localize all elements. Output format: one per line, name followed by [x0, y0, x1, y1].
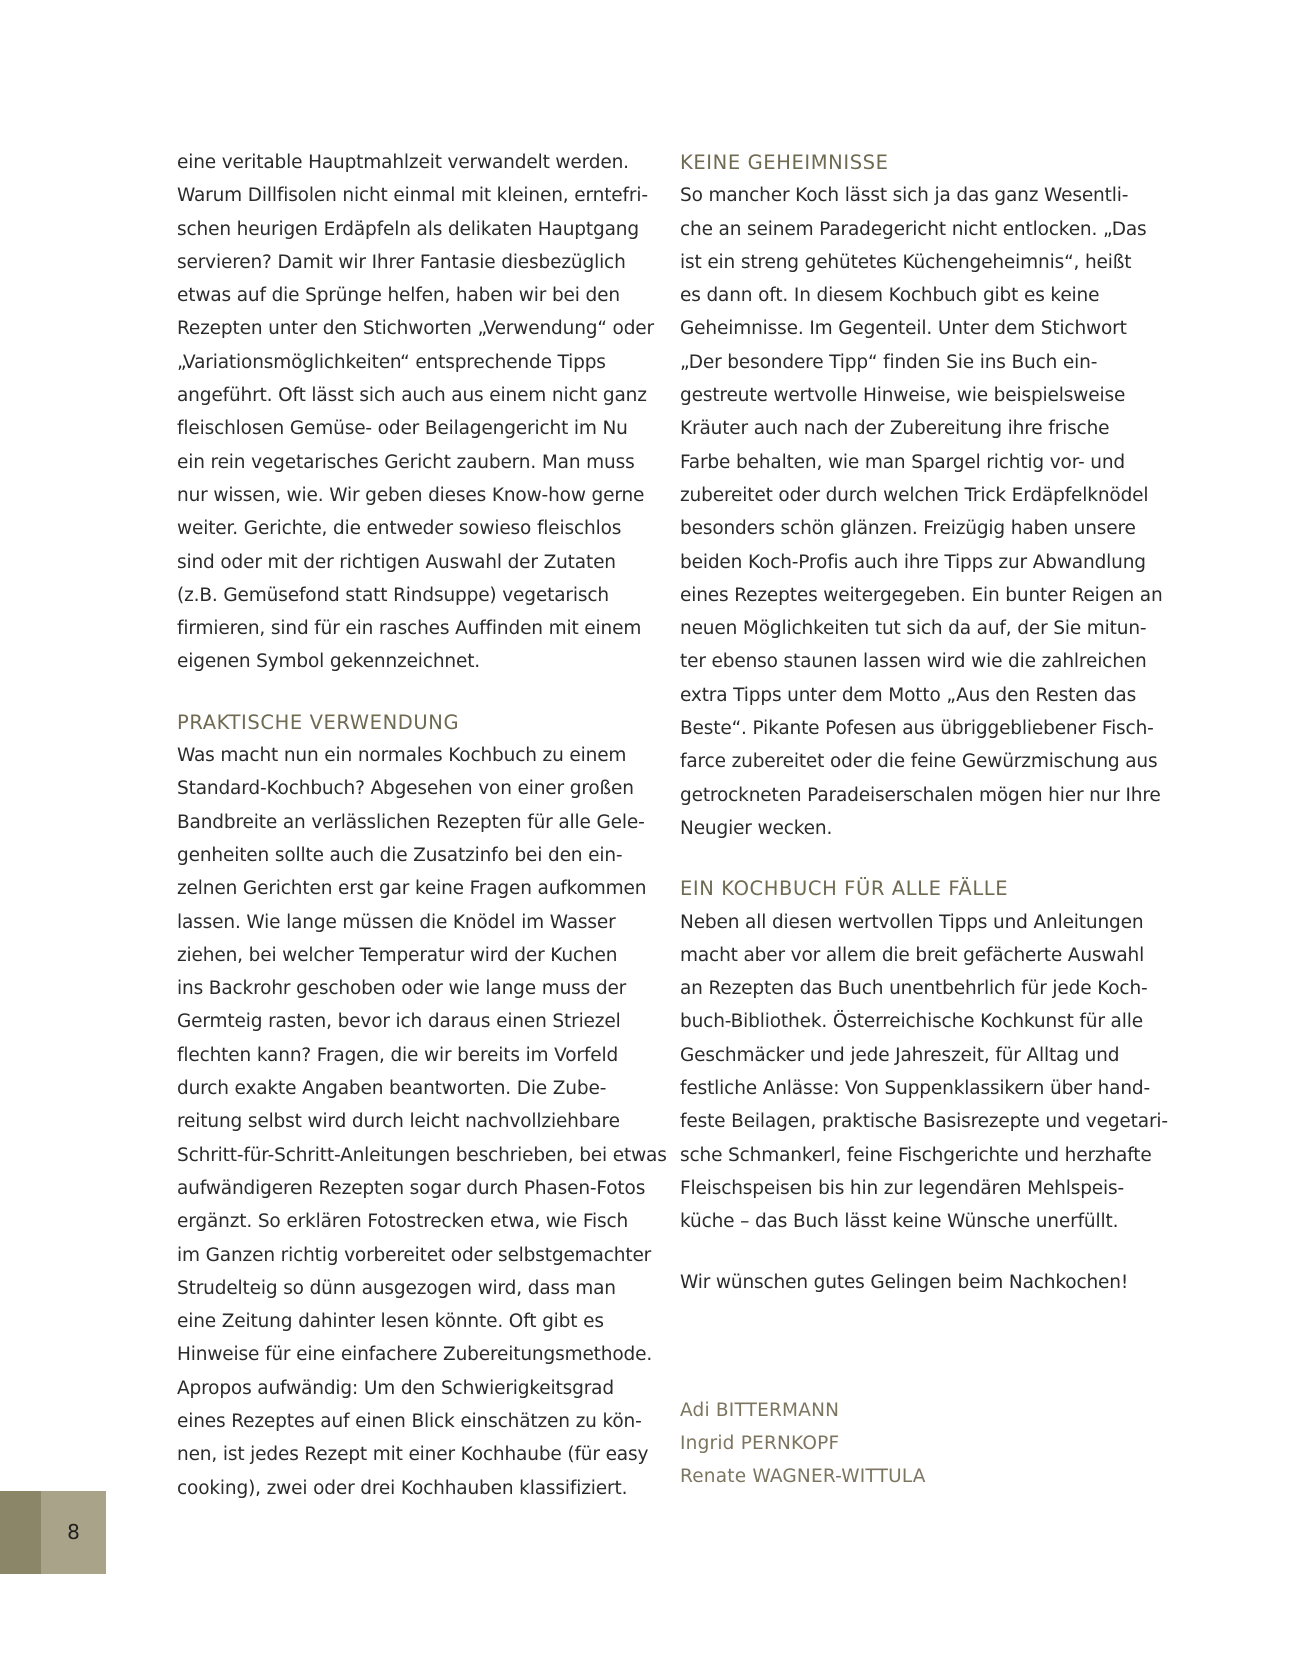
text-line: besonders schön glänzen. Freizügig haben unsere — [680, 518, 1136, 540]
page-number: 8 — [41, 1491, 106, 1574]
text-line: Bandbreite an verlässlichen Rezepten für alle Gele- — [177, 811, 645, 833]
text-line: Warum Dillfisolen nicht einmal mit kleinen, erntefri- — [177, 185, 648, 207]
text-line: sind oder mit der richtigen Auswahl der Zutaten — [177, 551, 616, 573]
text-line: schen heurigen Erdäpfeln als delikaten Hauptgang — [177, 218, 639, 240]
text-line: angeführt. Oft lässt sich auch aus einem nicht ganz — [177, 385, 647, 407]
text-line: ziehen, bei welcher Temperatur wird der Kuchen — [177, 944, 618, 966]
text-line: macht aber vor allem die breit gefächerte Auswahl — [680, 944, 1145, 966]
text-line: reitung selbst wird durch leicht nachvollziehbare — [177, 1111, 620, 1133]
text-line: „Variationsmöglichkeiten“ entsprechende Tipps — [177, 351, 606, 373]
text-line: ter ebenso staunen lassen wird wie die zahlreichen — [680, 651, 1147, 673]
text-line: ins Backrohr geschoben oder wie lange muss der — [177, 978, 627, 1000]
text-line: ergänzt. So erklären Fotostrecken etwa, wie Fisch — [177, 1211, 629, 1233]
text-line: sche Schmankerl, feine Fischgerichte und herzhafte — [680, 1144, 1152, 1166]
paragraph-gap — [680, 845, 1140, 872]
text-line: eigenen Symbol gekennzeichnet. — [177, 651, 481, 673]
signature-gap — [680, 1299, 1140, 1394]
text-line: Standard-Kochbuch? Abgesehen von einer großen — [177, 778, 634, 800]
text-line: es dann oft. In diesem Kochbuch gibt es keine — [680, 285, 1100, 307]
text-line: Apropos aufwändig: Um den Schwierigkeitsgrad — [177, 1377, 614, 1399]
text-line: neuen Möglichkeiten tut sich da auf, der Sie mitun- — [680, 618, 1147, 640]
text-line: Hinweise für eine einfachere Zubereitungsmethode. — [177, 1344, 653, 1366]
paragraph-gap — [680, 1239, 1140, 1266]
text-line: Neugier wecken. — [680, 817, 833, 839]
text-line: lassen. Wie lange müssen die Knödel im Wasser — [177, 911, 616, 933]
text-line: feste Beilagen, praktische Basisrezepte und vegetari- — [680, 1111, 1168, 1133]
text-line: fleischlosen Gemüse- oder Beilagengericht im Nu — [177, 418, 628, 440]
text-line: küche – das Buch lässt keine Wünsche unerfüllt. — [680, 1211, 1119, 1233]
text-line: durch exakte Angaben beantworten. Die Zube- — [177, 1078, 607, 1100]
text-line: Farbe behalten, wie man Spargel richtig vor- und — [680, 451, 1125, 473]
text-line: zelnen Gerichten erst gar keine Fragen aufkommen — [177, 878, 647, 900]
text-line: zubereitet oder durch welchen Trick Erdäpfelknödel — [680, 484, 1149, 506]
text-line: etwas auf die Sprünge helfen, haben wir bei den — [177, 285, 620, 307]
text-line: an Rezepten das Buch unentbehrlich für jede Koch- — [680, 978, 1148, 1000]
text-line: ist ein streng gehütetes Küchengeheimnis“, heißt — [680, 251, 1132, 273]
section-heading-praktische-verwendung: PRAKTISCHE VERWENDUNG — [177, 710, 460, 734]
author-signatures — [680, 1394, 1140, 1494]
text-line: festliche Anlässe: Von Suppenklassikern über hand- — [680, 1078, 1151, 1100]
left-column — [177, 146, 667, 1505]
text-line: (z.B. Gemüsefond statt Rindsuppe) vegetarisch — [177, 584, 609, 606]
praktische-verwendung-paragraph — [177, 739, 667, 1505]
text-line: „Der besondere Tipp“ finden Sie ins Buch ein- — [680, 351, 1098, 373]
author-name: Renate WAGNER-WITTULA — [680, 1466, 926, 1488]
text-line: ein rein vegetarisches Gericht zaubern. Man muss — [177, 451, 635, 473]
text-line: Was macht nun ein normales Kochbuch zu einem — [177, 745, 627, 767]
text-line: cooking), zwei oder drei Kochhauben klassifiziert. — [177, 1477, 628, 1499]
text-line: im Ganzen richtig vorbereitet oder selbstgemachter — [177, 1244, 652, 1266]
text-line: Geheimnisse. Im Gegenteil. Unter dem Stichwort — [680, 318, 1127, 340]
kochbuch-fuer-alle-faelle-paragraph — [680, 906, 1168, 1239]
text-line: Geschmäcker und jede Jahreszeit, für Alltag und — [680, 1044, 1120, 1066]
text-line: beiden Koch-Profis auch ihre Tipps zur Abwandlung — [680, 551, 1146, 573]
text-line: Schritt-für-Schritt-Anleitungen beschrieben, bei etwas — [177, 1144, 667, 1166]
page-tab-accent — [0, 1491, 41, 1574]
keine-geheimnisse-paragraph — [680, 179, 1163, 845]
closing-line: Wir wünschen gutes Gelingen beim Nachkochen! — [680, 1271, 1129, 1293]
text-line: nur wissen, wie. Wir geben dieses Know-how gerne — [177, 484, 645, 506]
text-line: eines Rezeptes weitergegeben. Ein bunter Reigen an — [680, 584, 1163, 606]
text-line: flechten kann? Fragen, die wir bereits im Vorfeld — [177, 1044, 619, 1066]
intro-paragraph — [177, 146, 654, 679]
text-line: nen, ist jedes Rezept mit einer Kochhaube (für easy — [177, 1444, 649, 1466]
text-line: Kräuter auch nach der Zubereitung ihre frische — [680, 418, 1110, 440]
text-line: che an seinem Paradegericht nicht entlocken. „Das — [680, 218, 1147, 240]
text-line: buch-Bibliothek. Österreichische Kochkunst für alle — [680, 1011, 1143, 1033]
text-line: Rezepten unter den Stichworten „Verwendung“ oder — [177, 318, 654, 340]
text-line: genheiten sollte auch die Zusatzinfo bei den ein- — [177, 844, 623, 866]
text-line: eines Rezeptes auf einen Blick einschätzen zu kön- — [177, 1410, 642, 1432]
text-line: gestreute wertvolle Hinweise, wie beispielsweise — [680, 385, 1126, 407]
text-line: weiter. Gerichte, die entweder sowieso fleischlos — [177, 518, 622, 540]
text-line: Beste“. Pikante Pofesen aus übriggebliebener Fisch- — [680, 718, 1154, 740]
section-heading-kochbuch-fuer-alle-faelle: EIN KOCHBUCH FÜR ALLE FÄLLE — [680, 877, 1009, 901]
text-line: eine Zeitung dahinter lesen könnte. Oft gibt es — [177, 1311, 604, 1333]
text-line: eine veritable Hauptmahlzeit verwandelt werden. — [177, 152, 629, 173]
text-line: getrockneten Paradeiserschalen mögen hier nur Ihre — [680, 784, 1161, 806]
text-line: firmieren, sind für ein rasches Auffinden mit einem — [177, 618, 642, 640]
text-line: servieren? Damit wir Ihrer Fantasie diesbezüglich — [177, 251, 626, 273]
text-line: extra Tipps unter dem Motto „Aus den Resten das — [680, 684, 1137, 706]
text-line: Germteig rasten, bevor ich daraus einen Striezel — [177, 1011, 621, 1033]
author-name: Adi BITTERMANN — [680, 1399, 840, 1421]
text-line: So mancher Koch lässt sich ja das ganz Wesentli- — [680, 185, 1129, 207]
text-line: Strudelteig so dünn ausgezogen wird, dass man — [177, 1277, 616, 1299]
text-line: Fleischspeisen bis hin zur legendären Mehlspeis- — [680, 1177, 1125, 1199]
text-line: Neben all diesen wertvollen Tipps und Anleitungen — [680, 911, 1144, 933]
text-line: farce zubereitet oder die feine Gewürzmischung aus — [680, 751, 1158, 773]
right-column — [680, 146, 1168, 1494]
text-line: aufwändigeren Rezepten sogar durch Phasen-Fotos — [177, 1177, 646, 1199]
section-heading-keine-geheimnisse: KEINE GEHEIMNISSE — [680, 151, 889, 174]
author-name: Ingrid PERNKOPF — [680, 1433, 840, 1455]
paragraph-gap — [177, 679, 637, 706]
